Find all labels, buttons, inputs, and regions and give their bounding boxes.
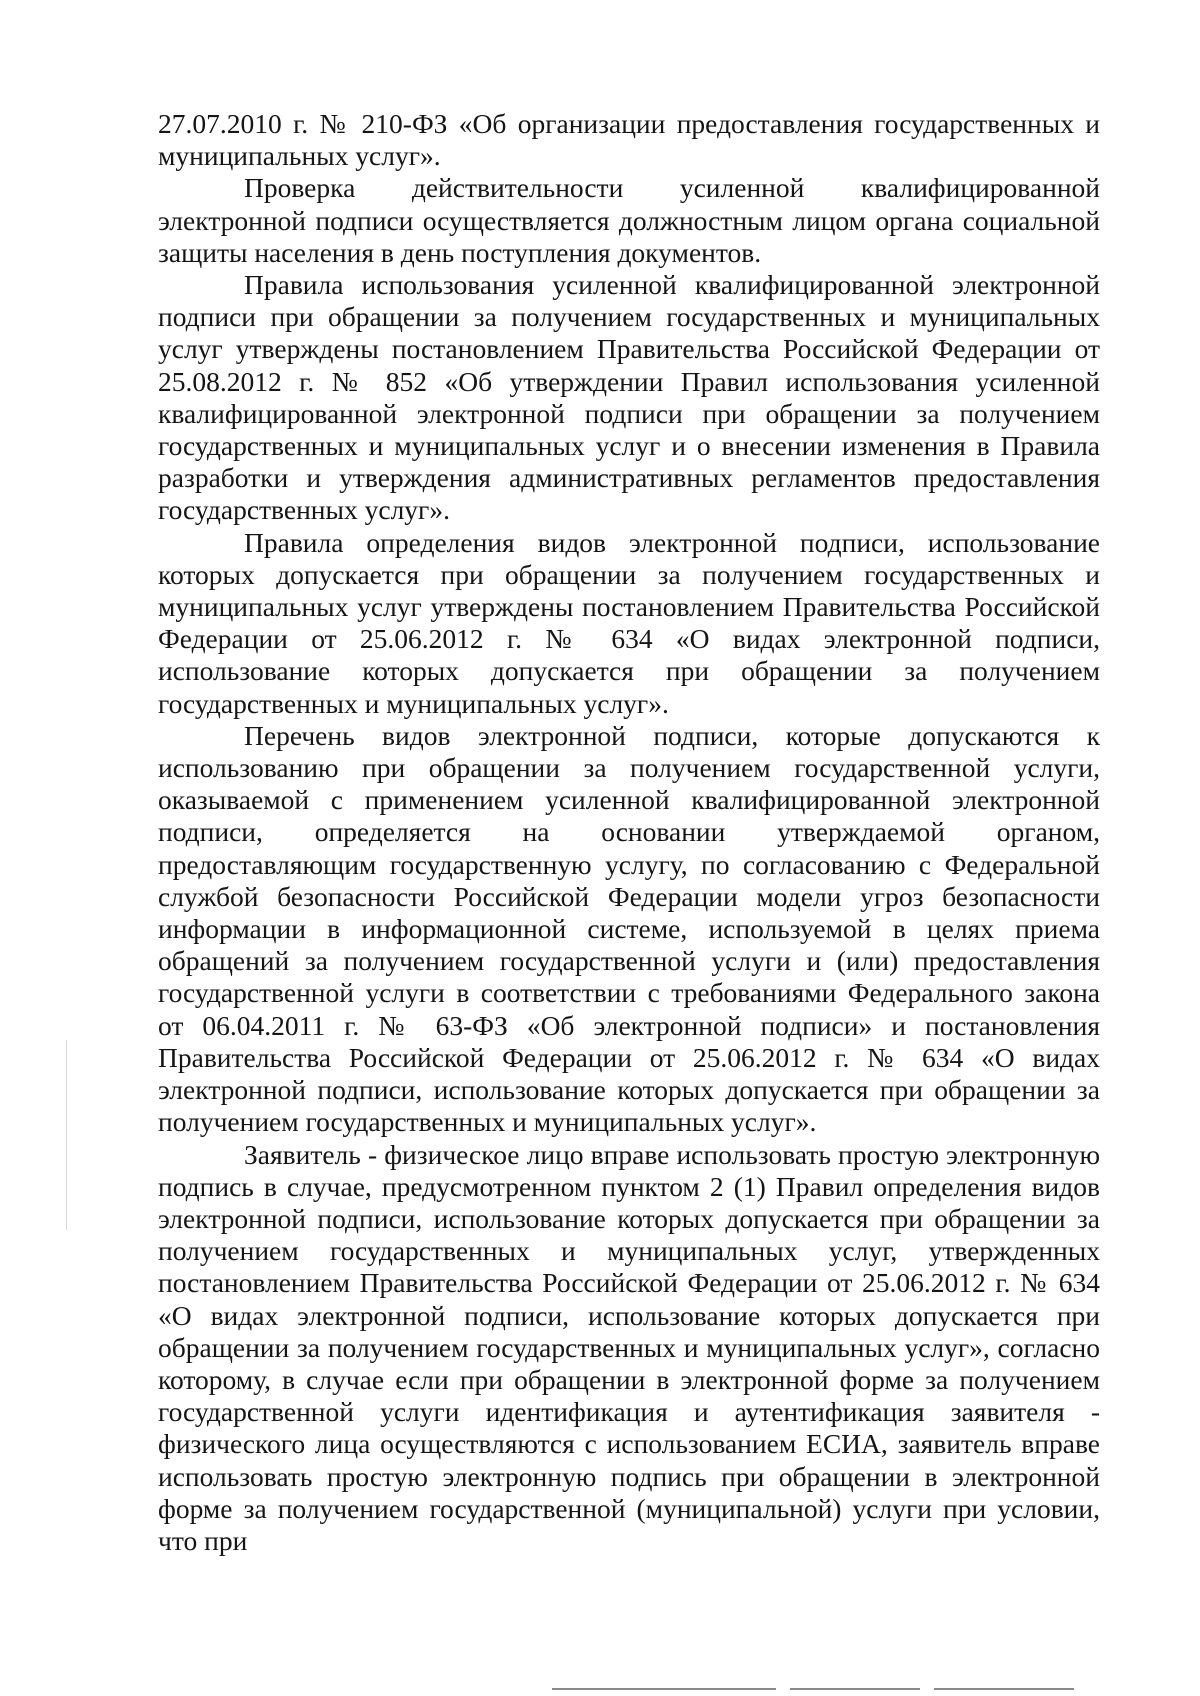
paragraph-2: Проверка действительности усиленной квалифицированной электронной подписи осуществляется должностным лицом органа социальной защиты населения в день поступления документов. (158, 172, 1100, 268)
paragraph-6: Заявитель - физическое лицо вправе использовать простую электронную подпись в случае, предусмотренном пунктом 2 (1) Правил определения видов электронной подписи, использование которых допускается при обращении за получением государственных и муниципальных услуг, утвержденных постановлением Правительства Российской Федерации от 25.06.2012 г. № 634 «О видах электронной подписи, использование которых допускается при обращении за получением государственных и муниципальных услуг», согласно которому, в случае если при обращении в электронной форме за получением государственной услуги идентификация и аутентификация заявителя - физического лица осуществляются с использованием ЕСИА, заявитель вправе использовать простую электронную подпись при обращении в электронной форме за получением государственной (муниципальной) услуги при условии, что при (158, 1138, 1100, 1556)
footer-rule-segment (790, 1688, 920, 1690)
paragraph-5: Перечень видов электронной подписи, которые допускаются к использованию при обращении за получением государственной услуги, оказываемой с применением усиленной квалифицированной электронной подписи, определяется на основании утверждаемой органом, предоставляющим государственную услугу, по согласованию с Федеральной службой безопасности Российской Федерации модели угроз безопасности информации в информационной системе, используемой в целях приема обращений за получением государственной услуги и (или) предоставления государственной услуги в соответствии с требованиями Федерального закона от 06.04.2011 г. № 63-ФЗ «Об электронной подписи» и постановления Правительства Российской Федерации от 25.06.2012 г. № 634 «О видах электронной подписи, использование которых допускается при обращении за получением государственных и муниципальных услуг». (158, 719, 1100, 1138)
document-page (158, 108, 1100, 1557)
paragraph-4: Правила определения видов электронной подписи, использование которых допускается при обращении за получением государственных и муниципальных услуг утверждены постановлением Правительства Российской Федерации от 25.06.2012 г. № 634 «О видах электронной подписи, использование которых допускается при обращении за получением государственных и муниципальных услуг». (158, 526, 1100, 719)
footer-rule-segment (934, 1688, 1074, 1690)
paragraph-1: 27.07.2010 г. № 210-ФЗ «Об организации предоставления государственных и муниципальных услуг». (158, 108, 1100, 172)
scan-artifact-line (66, 1040, 67, 1230)
footer-rule-segment (552, 1688, 776, 1690)
paragraph-3: Правила использования усиленной квалифицированной электронной подписи при обращении за получением государственных и муниципальных услуг утверждены постановлением Правительства Российской Федерации от 25.08.2012 г. № 852 «Об утверждении Правил использования усиленной квалифицированной электронной подписи при обращении за получением государственных и муниципальных услуг и о внесении изменения в Правила разработки и утверждения административных регламентов предоставления государственных услуг». (158, 269, 1100, 526)
